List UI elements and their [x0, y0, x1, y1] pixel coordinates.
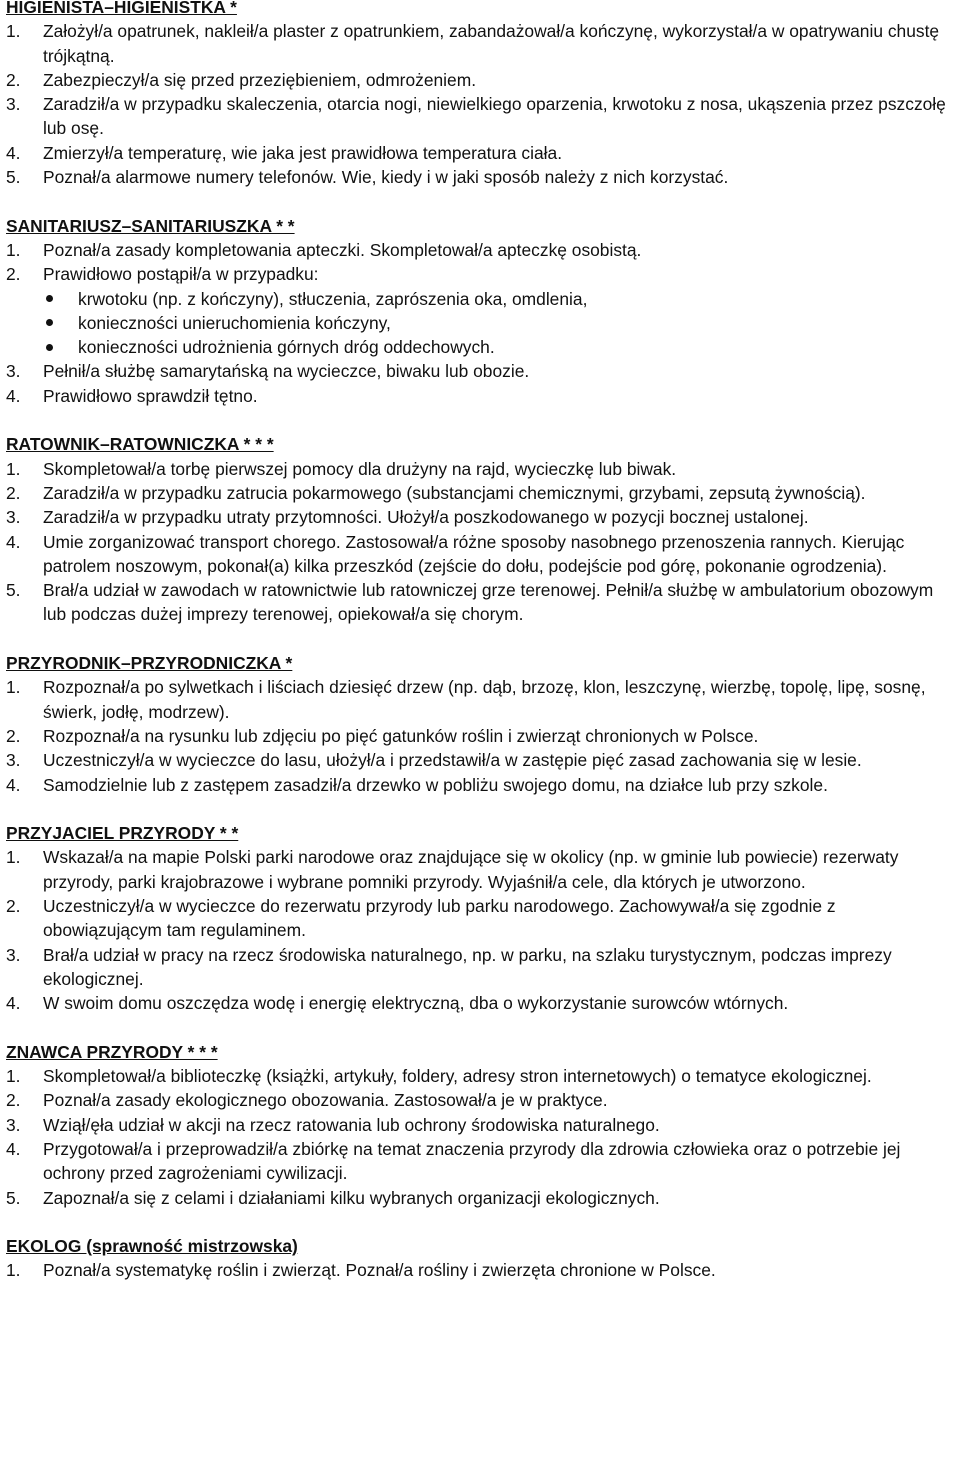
item-text: Założył/a opatrunek, nakleił/a plaster z opatrunkiem, zabandażował/a kończynę, wykorzystał/a w opatrywaniu chustę trójkątną. — [43, 21, 940, 66]
item-text: Poznał/a systematykę roślin i zwierząt. Poznał/a rośliny i zwierzęta chronione w Polsce. — [43, 1260, 716, 1281]
item-number: 3. — [6, 507, 21, 528]
item-number: 3. — [6, 944, 21, 965]
list-item — [6, 92, 954, 141]
section-przyjaciel-przyrody — [6, 821, 954, 1015]
item-number: 5. — [6, 580, 21, 601]
item-text: Pełnił/a służbę samarytańską na wycieczce, biwaku lub obozie. — [43, 361, 530, 382]
item-number: 4. — [6, 1138, 21, 1159]
item-number: 2. — [6, 69, 21, 90]
section-heading: SANITARIUSZ–SANITARIUSZKA * * — [6, 215, 295, 236]
section-heading: RATOWNIK–RATOWNICZKA * * * — [6, 434, 274, 455]
item-text: Rozpoznał/a po sylwetkach i liściach dziesięć drzew (np. dąb, brzozę, klon, leszczynę, wierzbę, topolę, lipę, sosnę, świerk, jodłę, modrzew). — [43, 677, 926, 722]
section-przyrodnik — [6, 651, 954, 797]
list-item — [6, 1088, 954, 1112]
item-text: Samodzielnie lub z zastępem zasadził/a drzewko w pobliżu swojego domu, na działce lub przy szkole. — [43, 774, 828, 795]
item-number: 1. — [6, 21, 21, 42]
bullet-icon — [6, 335, 78, 359]
list-item — [6, 481, 954, 505]
bullet-text: konieczności udrożnienia górnych dróg oddechowych. — [78, 337, 495, 358]
bullet-icon — [6, 311, 78, 335]
list-item — [6, 1137, 954, 1186]
item-number: 3. — [6, 1114, 21, 1135]
item-number: 3. — [6, 361, 21, 382]
item-text: Przygotował/a i przeprowadził/a zbiórkę na temat znaczenia przyrody dla zdrowia człowieka oraz o potrzebie jej ochrony przed zagrożeniami cywilizacji. — [43, 1138, 901, 1184]
item-number: 1. — [6, 1066, 21, 1087]
section-heading: EKOLOG (sprawność mistrzowska) — [6, 1236, 298, 1257]
item-number: 1. — [6, 239, 21, 260]
item-text: Prawidłowo sprawdził tętno. — [43, 385, 258, 406]
item-text: Poznał/a zasady ekologicznego obozowania. Zastosował/a je w praktyce. — [43, 1090, 608, 1111]
item-text: W swoim domu oszczędza wodę i energię elektryczną, dba o wykorzystanie surowców wtórnych. — [43, 993, 789, 1014]
item-number: 5. — [6, 167, 21, 188]
list-item — [6, 384, 954, 408]
list-item — [6, 578, 954, 627]
item-text: Brał/a udział w zawodach w ratownictwie lub ratowniczej grze terenowej. Pełnił/a służbę w ambulatorium obozowym lub podczas dużej imprezy terenowej, opiekował/a się chorym. — [43, 580, 934, 625]
list-item — [6, 675, 954, 724]
item-number: 1. — [6, 1260, 21, 1281]
list-item — [6, 457, 954, 481]
list-item — [6, 1186, 954, 1210]
list-item — [6, 165, 954, 189]
list-item — [6, 724, 954, 748]
section-znawca-przyrody — [6, 1040, 954, 1210]
item-number: 2. — [6, 264, 21, 285]
list-item — [6, 359, 954, 383]
item-text: Skompletował/a biblioteczkę (książki, artykuły, foldery, adresy stron internetowych) o tematyce ekologicznej. — [43, 1066, 872, 1087]
item-number: 3. — [6, 94, 21, 115]
list-item — [6, 773, 954, 797]
item-number: 4. — [6, 993, 21, 1014]
item-text: Zaradził/a w przypadku skaleczenia, otarcia nogi, niewielkiego oparzenia, krwotoku z nosa, ukąszenia przez pszczołę lub osę. — [43, 94, 946, 139]
item-text: Zaradził/a w przypadku zatrucia pokarmowego (substancjami chemicznymi, grzybami, zepsutą żywnością). — [43, 482, 866, 503]
section-ratownik — [6, 432, 954, 626]
item-number: 2. — [6, 725, 21, 746]
item-text: Zmierzył/a temperaturę, wie jaka jest prawidłowa temperatura ciała. — [43, 142, 563, 163]
item-text: Zapoznał/a się z celami i działaniami kilku wybranych organizacji ekologicznych. — [43, 1187, 660, 1208]
bullet-item — [6, 311, 954, 335]
item-number: 2. — [6, 482, 21, 503]
item-number: 2. — [6, 1090, 21, 1111]
item-number: 4. — [6, 142, 21, 163]
item-text: Wskazał/a na mapie Polski parki narodowe oraz znajdujące się w okolicy (np. w gminie lub powiecie) rezerwaty przyrody, parki krajobrazowe i wybrane pomniki przyrody. Wyjaśnił/a cele, dla których je utworzono. — [43, 847, 899, 892]
list-item — [6, 505, 954, 529]
section-higienista — [6, 0, 954, 189]
bullet-item — [6, 287, 954, 311]
item-number: 4. — [6, 385, 21, 406]
bullet-item — [6, 335, 954, 359]
section-ekolog — [6, 1234, 954, 1283]
list-item — [6, 894, 954, 943]
item-number: 4. — [6, 774, 21, 795]
item-text: Prawidłowo postąpił/a w przypadku: — [43, 264, 319, 285]
list-item — [6, 1258, 954, 1282]
list-item — [6, 991, 954, 1015]
item-number: 2. — [6, 895, 21, 916]
section-heading: HIGIENISTA–HIGIENISTKA * — [6, 0, 237, 17]
list-item — [6, 19, 954, 68]
item-text: Skompletował/a torbę pierwszej pomocy dla drużyny na rajd, wycieczkę lub biwak. — [43, 458, 677, 479]
list-item — [6, 845, 954, 894]
bullet-text: konieczności unieruchomienia kończyny, — [78, 312, 391, 333]
section-heading: PRZYRODNIK–PRZYRODNICZKA * — [6, 653, 293, 674]
item-text: Wziął/ęła udział w akcji na rzecz ratowania lub ochrony środowiska naturalnego. — [43, 1114, 660, 1135]
section-heading: ZNAWCA PRZYRODY * * * — [6, 1041, 218, 1062]
item-number: 1. — [6, 847, 21, 868]
list-item — [6, 68, 954, 92]
item-text: Zaradził/a w przypadku utraty przytomności. Ułożył/a poszkodowanego w pozycji bocznej ustalonej. — [43, 507, 809, 528]
list-item — [6, 141, 954, 165]
item-text: Poznał/a alarmowe numery telefonów. Wie, kiedy i w jaki sposób należy z nich korzystać. — [43, 167, 729, 188]
list-item — [6, 530, 954, 579]
section-sanitariusz — [6, 214, 954, 408]
item-text: Poznał/a zasady kompletowania apteczki. Skompletował/a apteczkę osobistą. — [43, 239, 642, 260]
item-text: Rozpoznał/a na rysunku lub zdjęciu po pięć gatunków roślin i zwierząt chronionych w Polsce. — [43, 725, 759, 746]
item-number: 5. — [6, 1187, 21, 1208]
item-number: 3. — [6, 750, 21, 771]
list-item — [6, 1113, 954, 1137]
list-item — [6, 1064, 954, 1088]
item-number: 1. — [6, 458, 21, 479]
item-number: 4. — [6, 531, 21, 552]
item-number: 1. — [6, 677, 21, 698]
item-text: Uczestniczył/a w wycieczce do lasu, ułożył/a i przedstawił/a w zastępie pięć zasad zachowania się w lesie. — [43, 750, 862, 771]
list-item — [6, 238, 954, 262]
list-item — [6, 262, 954, 286]
section-heading: PRZYJACIEL PRZYRODY * * — [6, 823, 239, 844]
list-item — [6, 943, 954, 992]
item-text: Zabezpieczył/a się przed przeziębieniem, odmrożeniem. — [43, 69, 477, 90]
bullet-text: krwotoku (np. z kończyny), stłuczenia, zaprószenia oka, omdlenia, — [78, 288, 588, 309]
bullet-icon — [6, 287, 78, 311]
item-text: Brał/a udział w pracy na rzecz środowiska naturalnego, np. w parku, na szlaku turystycznym, podczas imprezy ekologicznej. — [43, 944, 892, 989]
bullet-list — [6, 287, 954, 360]
item-text: Umie zorganizować transport chorego. Zastosował/a różne sposoby nasobnego przenoszenia rannych. Kierując patrolem noszowym, pokonał(a) kilka przeszkód (zejście do dołu, podejście pod górę, pokonanie ogrodzenia). — [43, 531, 905, 576]
list-item — [6, 748, 954, 772]
item-text: Uczestniczył/a w wycieczce do rezerwatu przyrody lub parku narodowego. Zachowywał/a się zgodnie z obowiązującym tam regulaminem. — [43, 895, 836, 941]
